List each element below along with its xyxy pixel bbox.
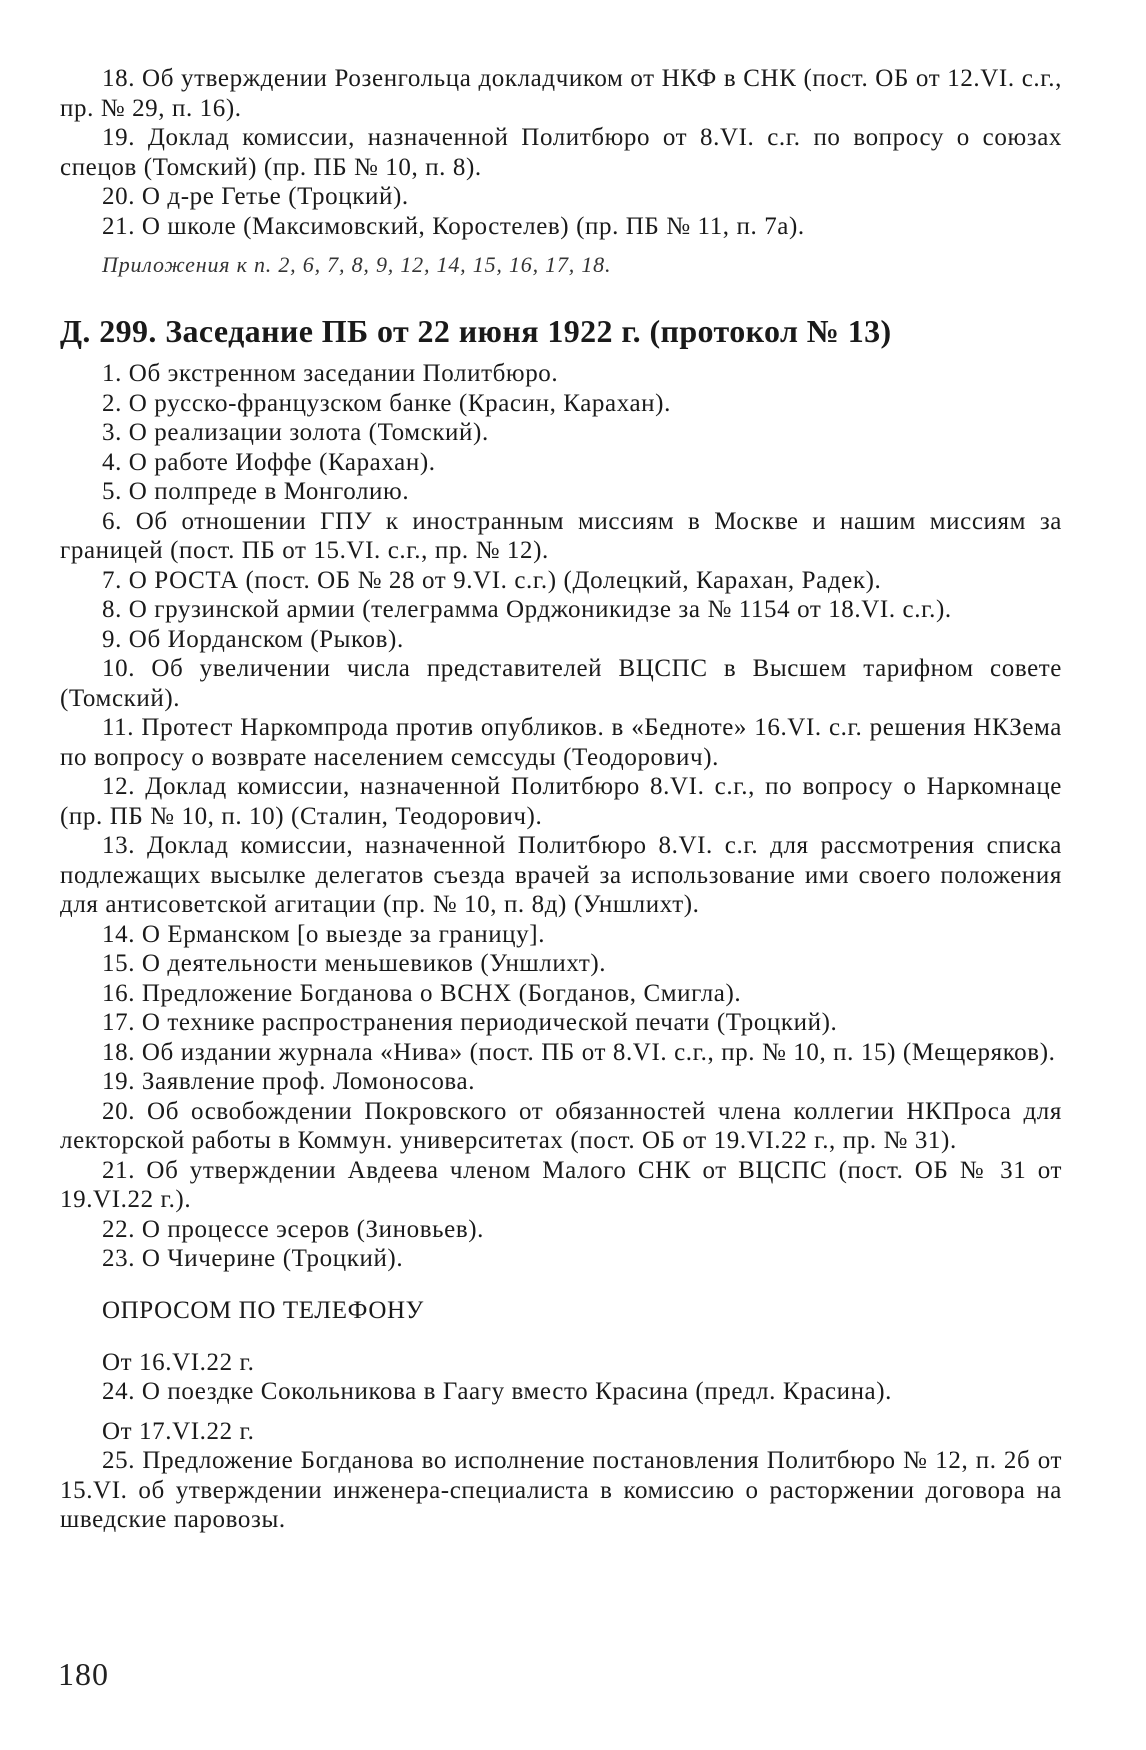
list-item: 8. О грузинской армии (телеграмма Орджоникидзе за № 1154 от 18.VI. с.г.). (102, 596, 952, 623)
list-item: 23. О Чичерине (Троцкий). (102, 1245, 404, 1272)
list-item: 21. Об утверждении Авдеева членом Малого СНК от ВЦСПС (пост. ОБ № 31 от 19.VI.22 г.). (60, 1156, 1062, 1213)
list-item: 13. Доклад комиссии, назначенной Политбюро 8.VI. с.г. для рассмотрения списка подлежащих высылке делегатов съезда врачей за использование ими своего положения для антисоветской агитации (пр. № 10, п. 8д) (Уншлихт). (60, 832, 1062, 918)
list-item: 5. О полпреде в Монголию. (102, 478, 410, 505)
list-item: 20. Об освобождении Покровского от обязанностей члена коллегии НКПроса для лекторской работы в Коммун. университетах (пост. ОБ от 19.VI.22 г., пр. № 31). (60, 1097, 1062, 1154)
list-item: 4. О работе Иоффе (Карахан). (102, 448, 436, 476)
list-item: 9. Об Иорданском (Рыков). (102, 625, 404, 653)
list-item: 3. О реализации золота (Томский). (102, 419, 489, 446)
list-item: 6. Об отношении ГПУ к иностранным миссиям в Москве и нашим миссиям за границей (пост. ПБ от 15.VI. с.г., пр. № 12). (60, 507, 1062, 564)
list-item: 22. О процессе эсеров (Зиновьев). (102, 1215, 484, 1243)
date-line: От 17.VI.22 г. (102, 1417, 255, 1445)
date-line: От 16.VI.22 г. (102, 1348, 255, 1376)
page-number: 180 (58, 1656, 109, 1692)
list-item: 24. О поездке Сокольникова в Гаагу вместо Красина (предл. Красина). (102, 1378, 893, 1405)
appendix-note: Приложения к п. 2, 6, 7, 8, 9, 12, 14, 15, 16, 17, 18. (102, 252, 612, 277)
list-item: 25. Предложение Богданова во исполнение постановления Политбюро № 12, п. 2б от 15.VI. об утверждении инженера-специалиста в комиссию о расторжении договора на шведские паровозы. (60, 1447, 1062, 1533)
list-item: 14. О Ерманском [о выезде за границу]. (102, 920, 546, 948)
list-item: 2. О русско-французском банке (Красин, Карахан). (102, 389, 671, 417)
list-item: 18. Об издании журнала «Нива» (пост. ПБ от 8.VI. с.г., пр. № 10, п. 15) (Мещеряков). (102, 1038, 1056, 1066)
document-title: Д. 299. Заседание ПБ от 22 июня 1922 г. (протокол № 13) (60, 313, 892, 349)
list-item: 15. О деятельности меньшевиков (Уншлихт). (102, 950, 607, 977)
list-item: 18. Об утверждении Розенгольца докладчиком от НКФ в СНК (пост. ОБ от 12.VI. с.г., пр. № 29, п. 16). (60, 65, 1062, 122)
list-item: 7. О РОСТА (пост. ОБ № 28 от 9.VI. с.г.) (Долецкий, Карахан, Радек). (102, 566, 882, 594)
list-item: 16. Предложение Богданова о ВСНХ (Богданов, Смигла). (102, 979, 742, 1007)
list-item: 19. Доклад комиссии, назначенной Политбюро от 8.VI. с.г. по вопросу о союзах спецов (Томский) (пр. ПБ № 10, п. 8). (60, 124, 1062, 181)
list-item: 17. О технике распространения периодической печати (Троцкий). (102, 1009, 838, 1036)
list-item: 1. Об экстренном заседании Политбюро. (102, 360, 559, 387)
list-item: 19. Заявление проф. Ломоносова. (102, 1068, 476, 1095)
list-item: 20. О д-ре Гетье (Троцкий). (102, 183, 409, 210)
list-item: 11. Протест Наркомпрода против опубликов. в «Бедноте» 16.VI. с.г. решения НКЗема по вопросу о возврате населением семссуды (Теодорович). (60, 714, 1062, 771)
list-item: 10. Об увеличении числа представителей ВЦСПС в Высшем тарифном совете (Томский). (60, 655, 1062, 712)
list-item: 21. О школе (Максимовский, Коростелев) (пр. ПБ № 11, п. 7а). (102, 212, 805, 240)
text-column (60, 64, 1062, 1535)
section-heading-phone: ОПРОСОМ ПО ТЕЛЕФОНУ (102, 1296, 424, 1324)
list-item: 12. Доклад комиссии, назначенной Политбюро 8.VI. с.г., по вопросу о Наркомнаце (пр. ПБ № 10, п. 10) (Сталин, Теодорович). (60, 773, 1062, 830)
